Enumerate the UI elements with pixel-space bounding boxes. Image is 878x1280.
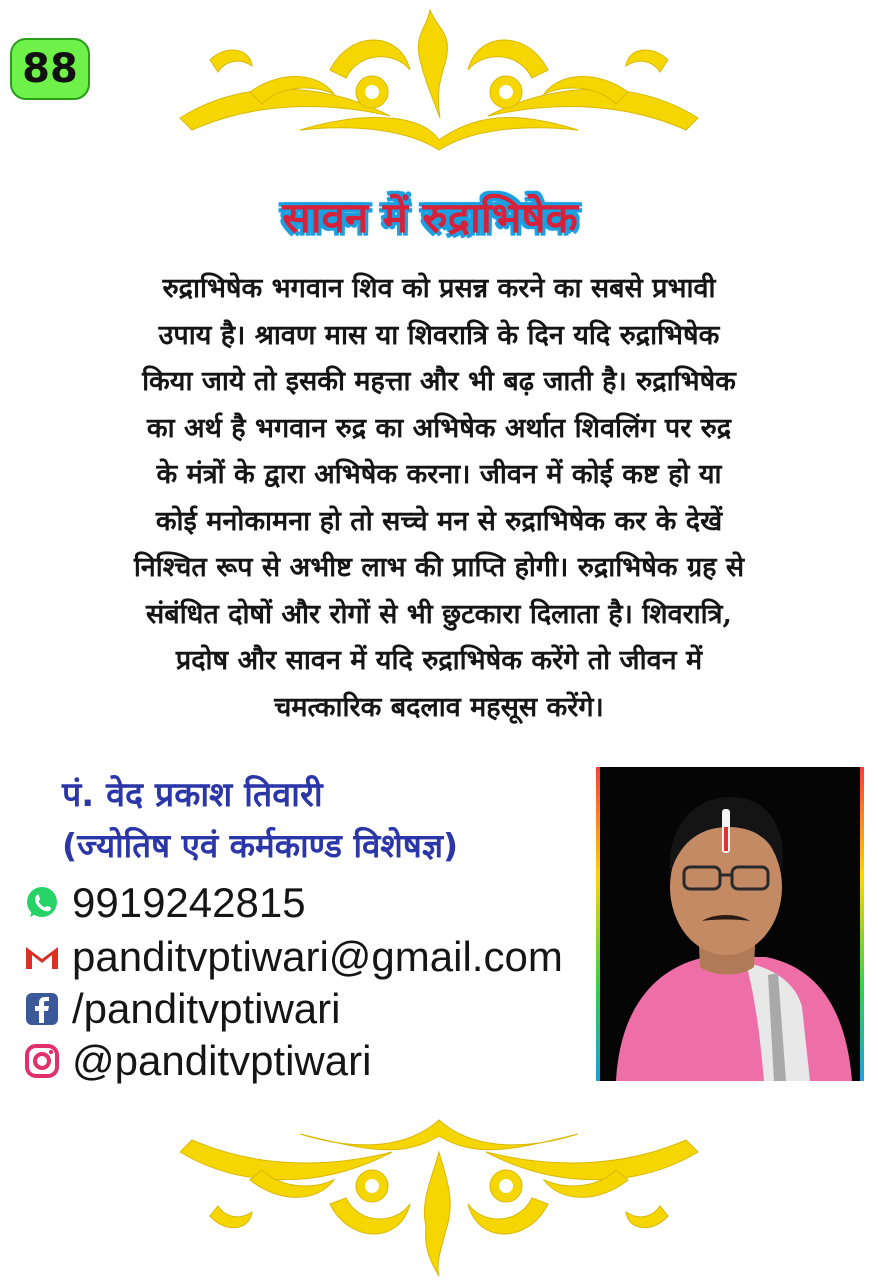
body-line: रुद्राभिषेक भगवान शिव को प्रसन्न करने का सबसे प्रभावी	[162, 273, 716, 304]
top-ornament-icon	[0, 0, 878, 160]
portrait-illustration	[596, 767, 864, 1081]
contact-instagram[interactable]	[22, 1036, 371, 1086]
contact-facebook[interactable]	[22, 984, 340, 1034]
body-line: का अर्थ है भगवान रुद्र का अभिषेक अर्थात शिवलिंग पर रुद्र	[146, 412, 732, 444]
author-photo	[596, 767, 864, 1081]
post-number-badge: 88	[10, 38, 90, 100]
body-line: प्रदोष और सावन में यदि रुद्राभिषेक करेंगे तो जीवन में	[175, 645, 703, 676]
instagram-handle: @panditvptiwari	[72, 1037, 372, 1084]
body-line: के मंत्रों के द्वारा अभिषेक करना। जीवन में कोई कष्ट हो या	[156, 459, 722, 490]
facebook-handle: /panditvptiwari	[72, 985, 341, 1032]
article-body	[14, 266, 864, 731]
body-line: किया जाये तो इसकी महत्ता और भी बढ़ जाती है। रुद्राभिषेक	[142, 366, 736, 397]
whatsapp-icon	[22, 883, 62, 923]
contact-email[interactable]	[22, 932, 563, 982]
author-role: (ज्योतिष एवं कर्मकाण्ड विशेषज्ञ)	[62, 826, 459, 865]
body-line: निश्चित रूप से अभीष्ट लाभ की प्राप्ति होगी। रुद्राभिषेक ग्रह से	[133, 552, 745, 583]
body-line: संबंधित दोषों और रोगों से भी छुटकारा दिलाता है। शिवरात्रि,	[146, 598, 732, 630]
body-line: चमत्कारिक बदलाव महसूस करेंगे।	[274, 691, 604, 723]
author-name: पं. वेद प्रकाश तिवारी	[62, 775, 323, 815]
email-address: panditvptiwari@gmail.com	[72, 933, 563, 980]
gmail-icon	[22, 937, 62, 977]
facebook-icon	[22, 989, 62, 1029]
contact-phone[interactable]	[22, 878, 306, 928]
phone-number: 9919242815	[72, 879, 306, 926]
page-title: सावन में रुद्राभिषेक	[282, 193, 578, 242]
bottom-ornament-icon	[0, 1108, 878, 1280]
body-line: उपाय है। श्रावण मास या शिवरात्रि के दिन यदि रुद्राभिषेक	[158, 319, 720, 351]
body-line: कोई मनोकामना हो तो सच्चे मन से रुद्राभिषेक कर के देखें	[155, 505, 723, 537]
instagram-icon	[22, 1041, 62, 1081]
